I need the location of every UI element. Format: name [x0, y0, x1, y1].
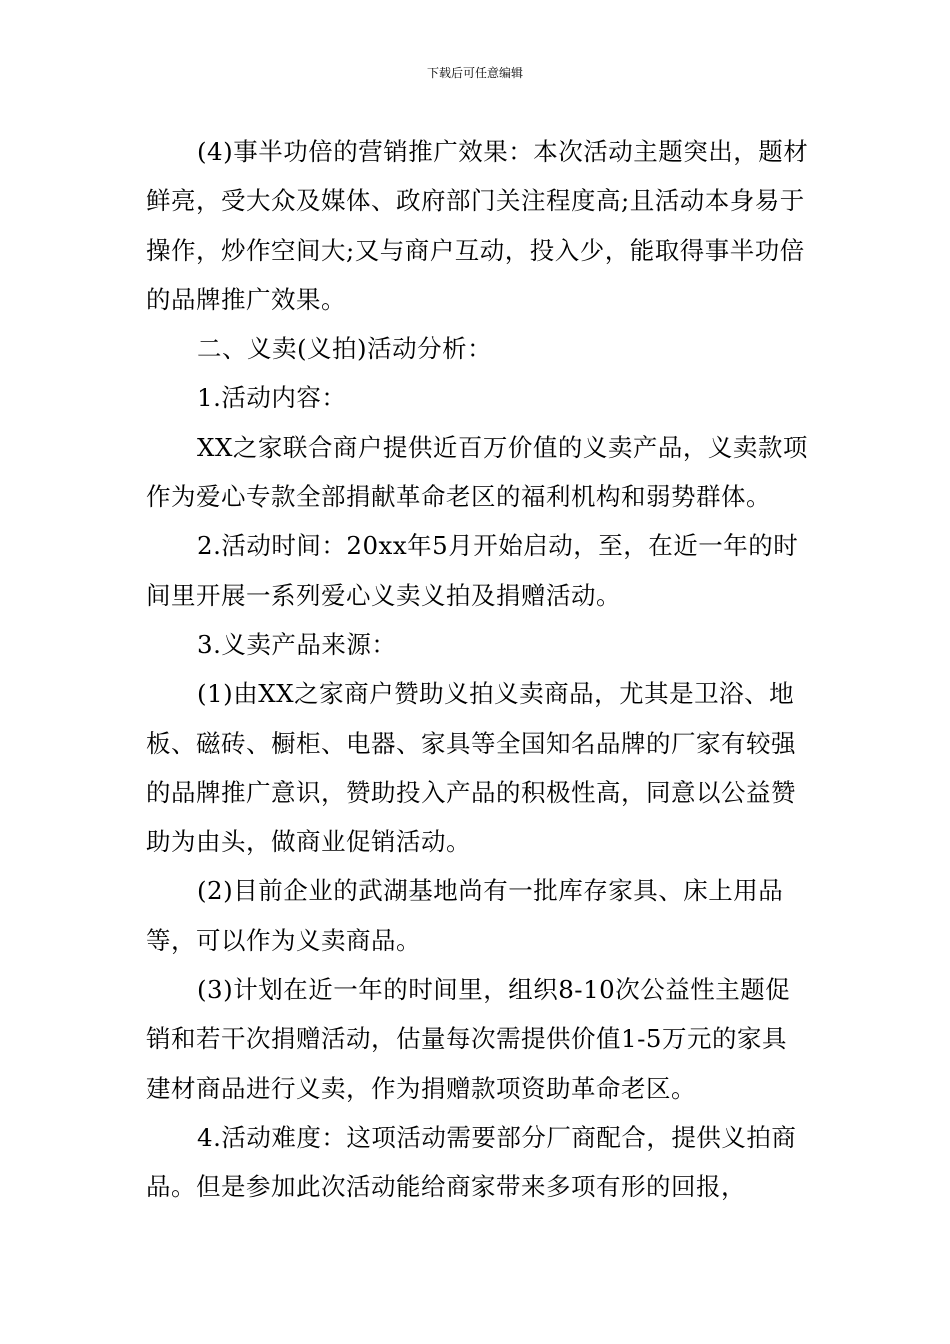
paragraph-source-1: (1)由XX之家商户赞助义拍义卖商品，尤其是卫浴、地板、磁砖、橱柜、电器、家具等全国知名品牌的厂家有较强的品牌推广意识，赞助投入产品的积极性高，同意以公益赞助为由头，做商业促销活动。	[146, 679, 796, 857]
section-heading-charity-sale: 二、义卖(义拍)活动分析：	[197, 334, 493, 364]
paragraph-activity-content: XX之家联合商户提供近百万价值的义卖产品，义卖款项作为爱心专款全部捐献革命老区的福利机构和弱势群体。	[146, 432, 808, 512]
item-activity-time: 2.活动时间：20xx年5月开始启动，至，在近一年的时间里开展一系列爱心义卖义拍及捐赠活动。	[146, 531, 799, 610]
paragraph-source-3: (3)计划在近一年的时间里，组织8-10次公益性主题促销和若干次捐赠活动，估量每次需提供价值1-5万元的家具建材商品进行义卖，作为捐赠款项资助革命老区。	[146, 975, 791, 1103]
document-body	[146, 127, 810, 1212]
item-product-source: 3.义卖产品来源：	[197, 629, 397, 659]
paragraph-source-2: (2)目前企业的武湖基地尚有一批库存家具、床上用品等，可以作为义卖商品。	[146, 876, 784, 955]
page-header: 下载后可任意编辑	[426, 66, 523, 80]
item-activity-difficulty: 4.活动难度：这项活动需要部分厂商配合，提供义拍商品。但是参加此次活动能给商家带来多项有形的回报，	[146, 1122, 797, 1202]
paragraph-marketing-effect: (4)事半功倍的营销推广效果：本次活动主题突出，题材鲜亮，受大众及媒体、政府部门关注程度高;且活动本身易于操作，炒作空间大;又与商户互动，投入少，能取得事半功倍的品牌推广效果。	[146, 137, 809, 314]
item-activity-content: 1.活动内容：	[197, 383, 347, 413]
